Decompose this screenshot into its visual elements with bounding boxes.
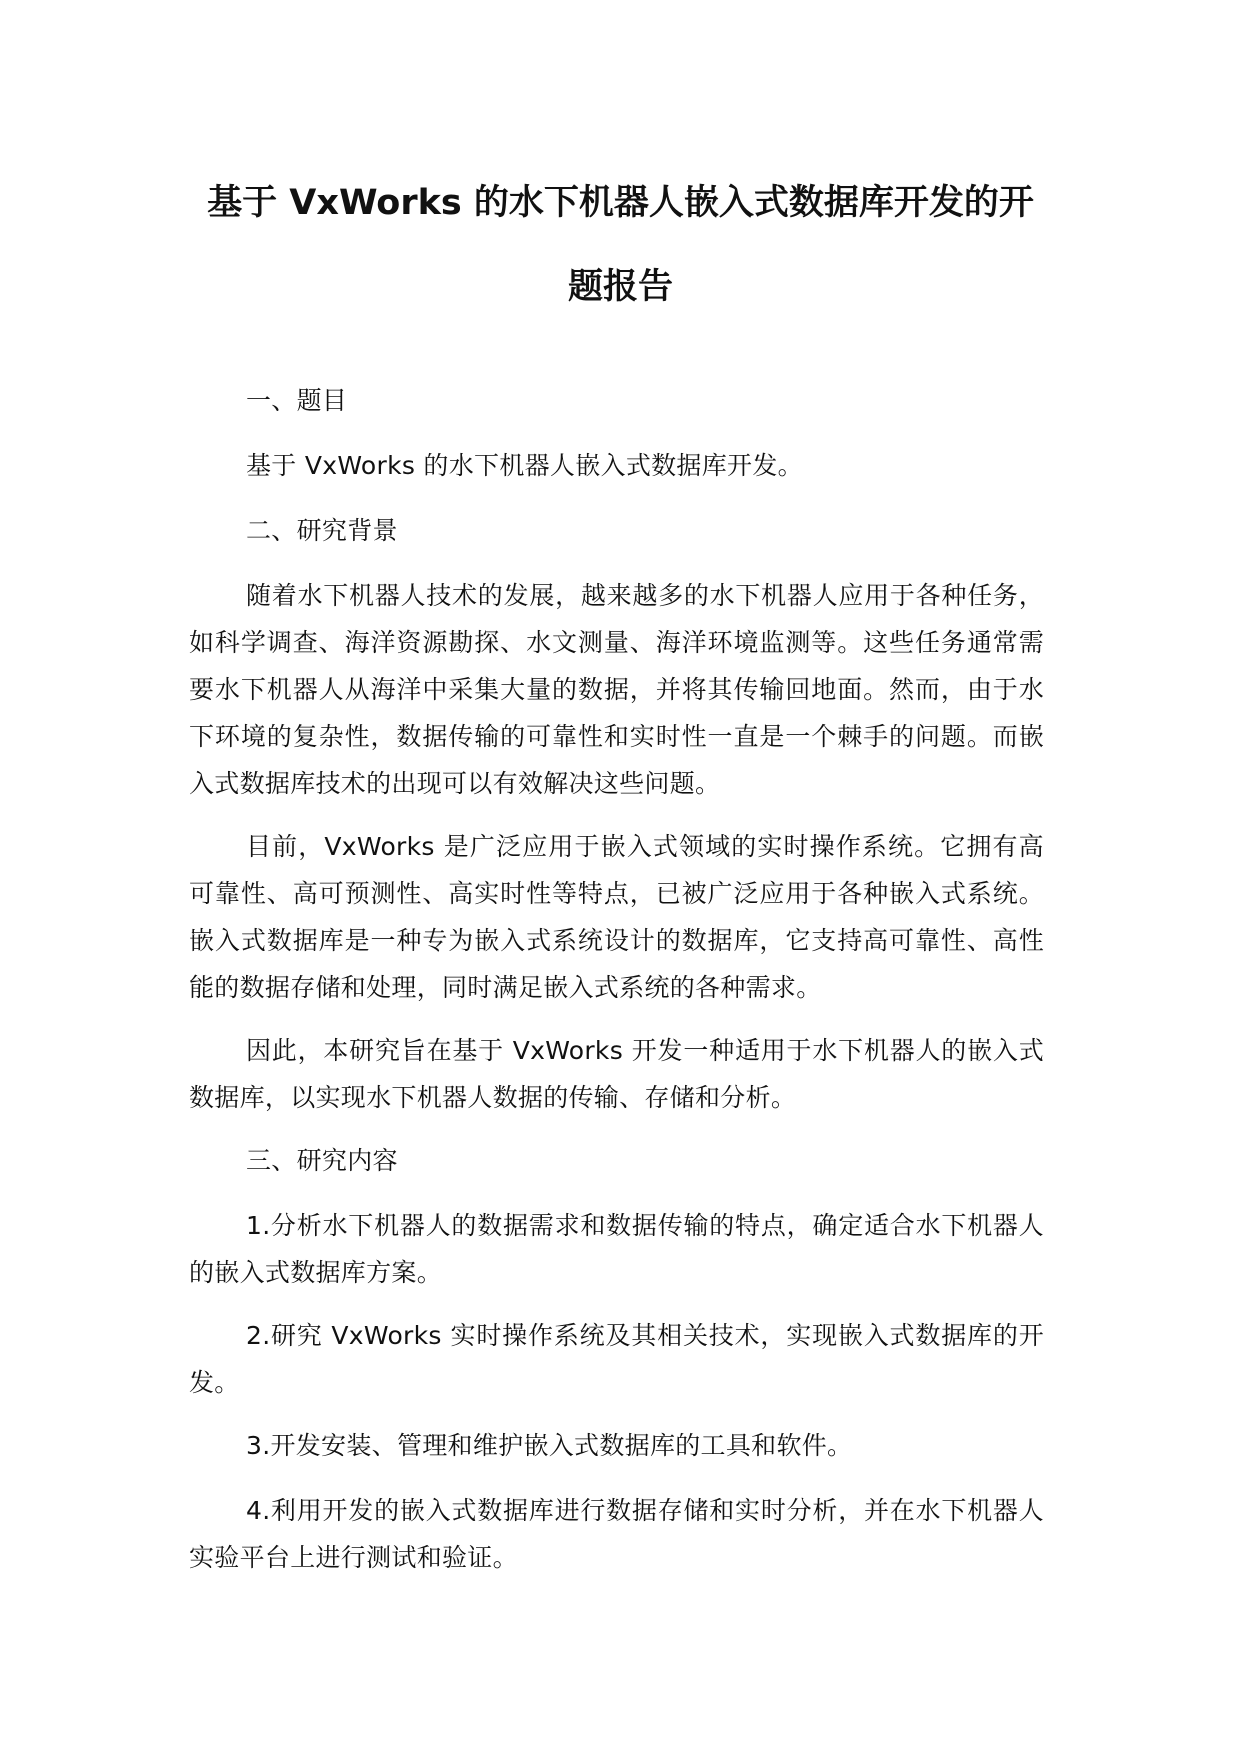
content-item-4: 4.利用开发的嵌入式数据库进行数据存储和实时分析，并在水下机器人实验平台上进行测试和验证。 — [189, 1496, 1044, 1572]
section-heading-topic: 一、题目 — [246, 386, 348, 415]
content-item-1: 1.分析水下机器人的数据需求和数据传输的特点，确定适合水下机器人的嵌入式数据库方案。 — [189, 1211, 1044, 1287]
background-paragraph-2: 目前，VxWorks 是广泛应用于嵌入式领域的实时操作系统。它拥有高可靠性、高可预测性、高实时性等特点，已被广泛应用于各种嵌入式系统。嵌入式数据库是一种专为嵌入式系统设计的数据库，它支持高可靠性、高性能的数据存储和处理，同时满足嵌入式系统的各种需求。 — [189, 832, 1044, 1002]
document-title-line-2: 题报告 — [567, 267, 673, 307]
content-item-3: 3.开发安装、管理和维护嵌入式数据库的工具和软件。 — [246, 1431, 853, 1460]
background-paragraph-1: 随着水下机器人技术的发展，越来越多的水下机器人应用于各种任务，如科学调查、海洋资源勘探、水文测量、海洋环境监测等。这些任务通常需要水下机器人从海洋中采集大量的数据，并将其传输回地面。然而，由于水下环境的复杂性，数据传输的可靠性和实时性一直是一个棘手的问题。而嵌入式数据库技术的出现可以有效解决这些问题。 — [189, 581, 1044, 798]
document-body — [189, 377, 1044, 1597]
background-paragraph-3: 因此，本研究旨在基于 VxWorks 开发一种适用于水下机器人的嵌入式数据库，以实现水下机器人数据的传输、存储和分析。 — [189, 1036, 1044, 1112]
section-heading-content: 三、研究内容 — [246, 1146, 398, 1175]
section-heading-background: 二、研究背景 — [246, 516, 398, 545]
topic-text: 基于 VxWorks 的水下机器人嵌入式数据库开发。 — [246, 451, 803, 480]
content-item-2: 2.研究 VxWorks 实时操作系统及其相关技术，实现嵌入式数据库的开发。 — [189, 1321, 1044, 1397]
document-title-line-1: 基于 VxWorks 的水下机器人嵌入式数据库开发的开 — [207, 183, 1034, 223]
